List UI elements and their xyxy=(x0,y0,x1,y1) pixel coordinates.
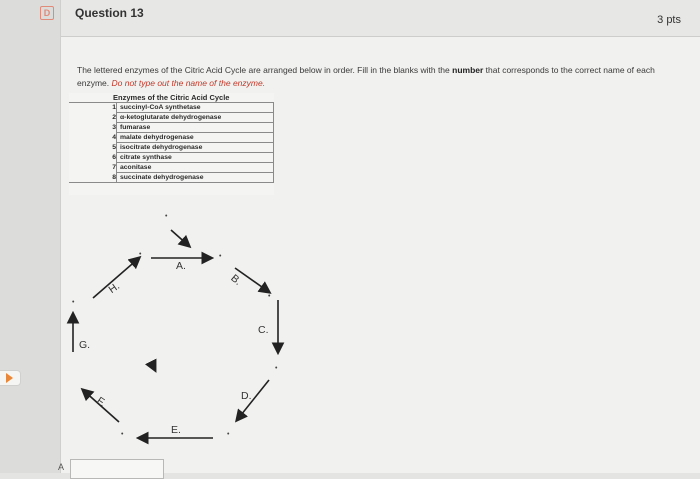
left-gutter xyxy=(0,0,60,473)
table-row xyxy=(69,173,274,183)
row-enzyme: isocitrate dehydrogenase xyxy=(117,143,274,153)
dot-top: • xyxy=(165,213,168,220)
row-enzyme: succinate dehydrogenase xyxy=(117,173,274,183)
svg-text:•: • xyxy=(268,293,271,300)
cycle-label-h: H. xyxy=(106,280,122,296)
table-row xyxy=(69,163,274,173)
prompt-bold: number xyxy=(452,65,484,75)
cycle-label-d: D. xyxy=(241,390,252,402)
prompt-text-2: that corresponds to the correct name of each enzyme. xyxy=(77,65,655,88)
svg-text:•: • xyxy=(219,253,222,260)
row-number: 1 xyxy=(112,104,116,112)
svg-text:•: • xyxy=(72,299,75,306)
cycle-label-a: A. xyxy=(176,260,186,272)
cycle-label-f: F. xyxy=(94,394,108,410)
svg-text:•: • xyxy=(275,365,278,372)
row-number: 4 xyxy=(112,134,116,141)
prompt-warning: Do not type out the name of the enzyme. xyxy=(111,78,266,88)
table-row xyxy=(69,103,274,113)
cycle-label-b: B. xyxy=(228,272,244,288)
row-enzyme: succinyl-CoA synthetase xyxy=(117,103,274,113)
table-row xyxy=(69,133,274,143)
current-question-arrow-icon[interactable] xyxy=(0,370,21,386)
row-enzyme: α-ketoglutarate dehydrogenase xyxy=(117,113,274,123)
row-number: 8 xyxy=(112,173,116,181)
prompt-text-1: The lettered enzymes of the Citric Acid Cycle are arranged below in order. Fill in the blanks with the xyxy=(77,65,453,75)
table-row xyxy=(69,153,274,163)
cycle-label-c: C. xyxy=(258,324,269,336)
row-enzyme: malate dehydrogenase xyxy=(117,133,274,143)
answer-input-a[interactable] xyxy=(70,459,164,479)
svg-text:•: • xyxy=(139,251,142,258)
citric-acid-cycle-diagram xyxy=(61,210,700,473)
question-points: 3 pts xyxy=(657,14,681,26)
question-card xyxy=(60,0,700,473)
question-header xyxy=(61,0,700,37)
flag-question-icon[interactable]: D xyxy=(40,6,54,20)
svg-text:•: • xyxy=(121,431,124,438)
table-row-blank xyxy=(69,183,274,196)
row-enzyme: aconitase xyxy=(117,163,274,173)
row-number: 6 xyxy=(112,154,116,161)
row-enzyme: fumarase xyxy=(117,123,274,133)
table-row xyxy=(69,113,274,123)
table-row xyxy=(69,143,274,153)
row-enzyme: citrate synthase xyxy=(117,153,274,163)
cycle-arrows xyxy=(61,210,700,473)
row-number: 5 xyxy=(112,144,116,151)
question-title: Question 13 xyxy=(75,6,144,20)
row-number: 2 xyxy=(112,114,116,121)
entry-arrow xyxy=(171,230,189,246)
cycle-label-g: G. xyxy=(79,339,91,351)
row-number: 3 xyxy=(112,124,116,131)
answer-row-letter: A xyxy=(58,462,65,472)
enzyme-table-header: Enzymes of the Citric Acid Cycle xyxy=(69,93,274,103)
svg-text:•: • xyxy=(227,431,230,438)
cycle-label-e: E. xyxy=(171,424,181,436)
table-row xyxy=(69,123,274,133)
row-number: 7 xyxy=(112,164,116,171)
center-arrow xyxy=(151,362,155,370)
enzyme-table xyxy=(69,93,274,195)
question-prompt xyxy=(77,64,687,90)
